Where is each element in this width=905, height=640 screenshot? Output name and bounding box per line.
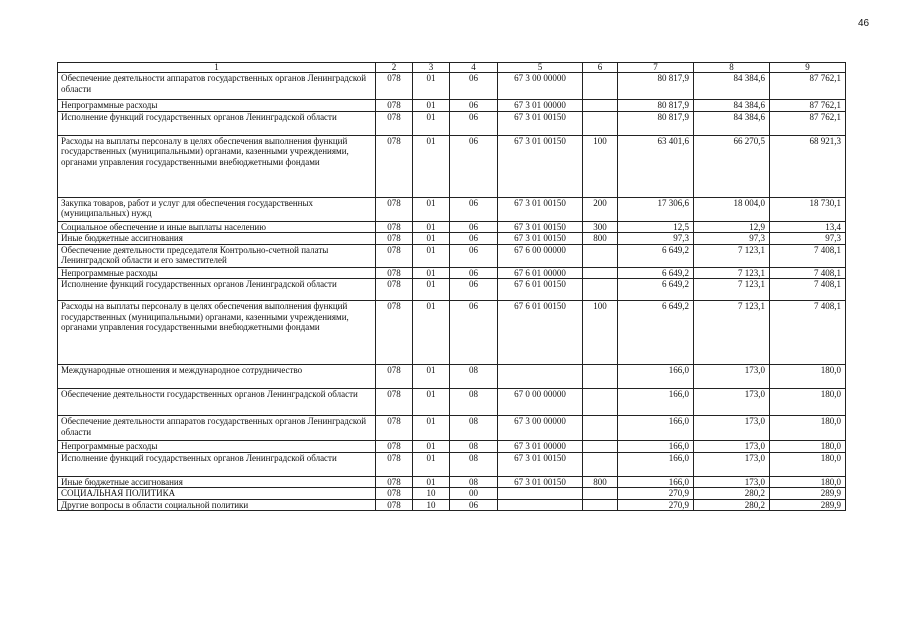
row-name-cell: Иные бюджетные ассигнования xyxy=(58,233,376,245)
column-header-1: 1 xyxy=(58,63,376,73)
header-row xyxy=(58,63,846,73)
cell-col-6: 100 xyxy=(583,301,618,365)
cell-col-6 xyxy=(583,416,618,441)
cell-col-3: 10 xyxy=(413,488,450,500)
cell-col-8: 12,9 xyxy=(694,221,770,233)
cell-col-9: 97,3 xyxy=(770,233,846,245)
cell-col-4: 06 xyxy=(450,135,498,197)
cell-col-5: 67 3 01 00150 xyxy=(498,135,583,197)
cell-col-3: 01 xyxy=(413,197,450,221)
cell-col-6 xyxy=(583,73,618,100)
cell-col-6: 200 xyxy=(583,197,618,221)
cell-col-2: 078 xyxy=(376,267,413,279)
row-name-cell: Социальное обеспечение и иные выплаты населению xyxy=(58,221,376,233)
row-name-cell: Другие вопросы в области социальной политики xyxy=(58,499,376,511)
cell-col-6 xyxy=(583,100,618,112)
table-row xyxy=(58,135,846,197)
cell-col-8: 7 123,1 xyxy=(694,267,770,279)
cell-col-6: 800 xyxy=(583,476,618,488)
row-name-cell: Обеспечение деятельности аппаратов государственных органов Ленинградской области xyxy=(58,73,376,100)
cell-col-9: 87 762,1 xyxy=(770,73,846,100)
table-row xyxy=(58,267,846,279)
table-row xyxy=(58,197,846,221)
cell-col-7: 80 817,9 xyxy=(618,111,694,135)
cell-col-5: 67 3 01 00000 xyxy=(498,441,583,453)
cell-col-7: 166,0 xyxy=(618,441,694,453)
cell-col-9: 180,0 xyxy=(770,476,846,488)
table-header xyxy=(58,63,846,73)
cell-col-2: 078 xyxy=(376,100,413,112)
cell-col-7: 6 649,2 xyxy=(618,267,694,279)
cell-col-9: 289,9 xyxy=(770,488,846,500)
cell-col-8: 18 004,0 xyxy=(694,197,770,221)
cell-col-8: 7 123,1 xyxy=(694,244,770,267)
cell-col-4: 06 xyxy=(450,100,498,112)
cell-col-8: 173,0 xyxy=(694,365,770,389)
cell-col-2: 078 xyxy=(376,499,413,511)
cell-col-4: 06 xyxy=(450,267,498,279)
row-name-cell: Исполнение функций государственных органов Ленинградской области xyxy=(58,452,376,476)
column-header-9: 9 xyxy=(770,63,846,73)
cell-col-8: 84 384,6 xyxy=(694,111,770,135)
cell-col-8: 84 384,6 xyxy=(694,100,770,112)
cell-col-6 xyxy=(583,441,618,453)
row-name-cell: Непрограммные расходы xyxy=(58,100,376,112)
column-header-2: 2 xyxy=(376,63,413,73)
cell-col-5: 67 3 01 00000 xyxy=(498,100,583,112)
cell-col-7: 270,9 xyxy=(618,488,694,500)
cell-col-3: 01 xyxy=(413,279,450,301)
table-row xyxy=(58,221,846,233)
cell-col-2: 078 xyxy=(376,452,413,476)
cell-col-5: 67 3 01 00150 xyxy=(498,476,583,488)
cell-col-2: 078 xyxy=(376,221,413,233)
cell-col-7: 6 649,2 xyxy=(618,279,694,301)
table-row xyxy=(58,389,846,416)
cell-col-9: 18 730,1 xyxy=(770,197,846,221)
cell-col-4: 06 xyxy=(450,279,498,301)
cell-col-9: 7 408,1 xyxy=(770,301,846,365)
table-row xyxy=(58,111,846,135)
table-row xyxy=(58,73,846,100)
column-header-7: 7 xyxy=(618,63,694,73)
cell-col-8: 173,0 xyxy=(694,389,770,416)
cell-col-6 xyxy=(583,111,618,135)
cell-col-2: 078 xyxy=(376,244,413,267)
cell-col-4: 06 xyxy=(450,111,498,135)
cell-col-7: 6 649,2 xyxy=(618,244,694,267)
cell-col-4: 06 xyxy=(450,73,498,100)
cell-col-7: 166,0 xyxy=(618,476,694,488)
row-name-cell: Обеспечение деятельности председателя Контрольно-счетной палаты Ленинградской области и его заместителей xyxy=(58,244,376,267)
cell-col-5 xyxy=(498,499,583,511)
cell-col-6: 100 xyxy=(583,135,618,197)
cell-col-2: 078 xyxy=(376,111,413,135)
cell-col-3: 01 xyxy=(413,452,450,476)
cell-col-5: 67 3 01 00150 xyxy=(498,233,583,245)
cell-col-5: 67 6 01 00000 xyxy=(498,267,583,279)
cell-col-5: 67 3 00 00000 xyxy=(498,416,583,441)
cell-col-4: 06 xyxy=(450,244,498,267)
cell-col-7: 63 401,6 xyxy=(618,135,694,197)
row-name-cell: Непрограммные расходы xyxy=(58,267,376,279)
cell-col-2: 078 xyxy=(376,135,413,197)
cell-col-4: 08 xyxy=(450,416,498,441)
cell-col-3: 01 xyxy=(413,389,450,416)
cell-col-8: 97,3 xyxy=(694,233,770,245)
row-name-cell: Международные отношения и международное сотрудничество xyxy=(58,365,376,389)
cell-col-6 xyxy=(583,244,618,267)
cell-col-7: 166,0 xyxy=(618,416,694,441)
cell-col-7: 166,0 xyxy=(618,452,694,476)
cell-col-9: 7 408,1 xyxy=(770,244,846,267)
cell-col-5: 67 3 01 00150 xyxy=(498,221,583,233)
column-header-3: 3 xyxy=(413,63,450,73)
cell-col-7: 166,0 xyxy=(618,365,694,389)
row-name-cell: Исполнение функций государственных органов Ленинградской области xyxy=(58,111,376,135)
cell-col-9: 7 408,1 xyxy=(770,267,846,279)
cell-col-6: 800 xyxy=(583,233,618,245)
cell-col-4: 00 xyxy=(450,488,498,500)
cell-col-6 xyxy=(583,389,618,416)
column-header-6: 6 xyxy=(583,63,618,73)
cell-col-3: 01 xyxy=(413,267,450,279)
cell-col-9: 87 762,1 xyxy=(770,100,846,112)
cell-col-5: 67 0 00 00000 xyxy=(498,389,583,416)
table-row xyxy=(58,488,846,500)
cell-col-3: 01 xyxy=(413,135,450,197)
cell-col-9: 13,4 xyxy=(770,221,846,233)
cell-col-9: 180,0 xyxy=(770,389,846,416)
row-name-cell: Закупка товаров, работ и услуг для обеспечения государственных (муниципальных) нужд xyxy=(58,197,376,221)
row-name-cell: Непрограммные расходы xyxy=(58,441,376,453)
cell-col-4: 06 xyxy=(450,233,498,245)
cell-col-9: 180,0 xyxy=(770,365,846,389)
cell-col-3: 01 xyxy=(413,111,450,135)
cell-col-3: 01 xyxy=(413,73,450,100)
cell-col-5: 67 3 01 00150 xyxy=(498,111,583,135)
cell-col-7: 80 817,9 xyxy=(618,73,694,100)
cell-col-4: 08 xyxy=(450,441,498,453)
cell-col-4: 06 xyxy=(450,499,498,511)
cell-col-7: 80 817,9 xyxy=(618,100,694,112)
cell-col-3: 01 xyxy=(413,416,450,441)
row-name-cell: Расходы на выплаты персоналу в целях обеспечения выполнения функций государственных (муниципальными) органами, казенными учреждениями, органами управления государственными внебюджетными фондами xyxy=(58,301,376,365)
row-name-cell: Обеспечение деятельности государственных органов Ленинградской области xyxy=(58,389,376,416)
row-name-cell: Расходы на выплаты персоналу в целях обеспечения выполнения функций государственных (муниципальными) органами, казенными учреждениями, органами управления государственными внебюджетными фондами xyxy=(58,135,376,197)
cell-col-6 xyxy=(583,488,618,500)
row-name-cell: СОЦИАЛЬНАЯ ПОЛИТИКА xyxy=(58,488,376,500)
cell-col-4: 08 xyxy=(450,452,498,476)
cell-col-8: 280,2 xyxy=(694,499,770,511)
cell-col-5: 67 3 01 00150 xyxy=(498,197,583,221)
cell-col-5: 67 3 00 00000 xyxy=(498,73,583,100)
table-row xyxy=(58,499,846,511)
column-header-4: 4 xyxy=(450,63,498,73)
row-name-cell: Исполнение функций государственных органов Ленинградской области xyxy=(58,279,376,301)
cell-col-5: 67 6 00 00000 xyxy=(498,244,583,267)
cell-col-2: 078 xyxy=(376,365,413,389)
cell-col-7: 6 649,2 xyxy=(618,301,694,365)
table-row xyxy=(58,301,846,365)
cell-col-8: 173,0 xyxy=(694,416,770,441)
table-row xyxy=(58,476,846,488)
row-name-cell: Обеспечение деятельности аппаратов государственных органов Ленинградской области xyxy=(58,416,376,441)
cell-col-8: 173,0 xyxy=(694,441,770,453)
table-row xyxy=(58,233,846,245)
cell-col-6 xyxy=(583,452,618,476)
cell-col-9: 180,0 xyxy=(770,452,846,476)
cell-col-2: 078 xyxy=(376,476,413,488)
cell-col-9: 180,0 xyxy=(770,416,846,441)
table-row xyxy=(58,441,846,453)
cell-col-4: 08 xyxy=(450,476,498,488)
cell-col-2: 078 xyxy=(376,441,413,453)
cell-col-6 xyxy=(583,365,618,389)
cell-col-3: 10 xyxy=(413,499,450,511)
cell-col-7: 270,9 xyxy=(618,499,694,511)
table-row xyxy=(58,100,846,112)
cell-col-7: 17 306,6 xyxy=(618,197,694,221)
cell-col-3: 01 xyxy=(413,476,450,488)
cell-col-2: 078 xyxy=(376,301,413,365)
cell-col-9: 87 762,1 xyxy=(770,111,846,135)
cell-col-3: 01 xyxy=(413,233,450,245)
cell-col-5 xyxy=(498,365,583,389)
cell-col-3: 01 xyxy=(413,244,450,267)
cell-col-3: 01 xyxy=(413,441,450,453)
budget-table xyxy=(57,62,846,511)
cell-col-2: 078 xyxy=(376,389,413,416)
cell-col-6 xyxy=(583,279,618,301)
table-row xyxy=(58,365,846,389)
cell-col-8: 173,0 xyxy=(694,476,770,488)
cell-col-8: 84 384,6 xyxy=(694,73,770,100)
cell-col-9: 7 408,1 xyxy=(770,279,846,301)
column-header-8: 8 xyxy=(694,63,770,73)
cell-col-2: 078 xyxy=(376,233,413,245)
cell-col-5: 67 6 01 00150 xyxy=(498,301,583,365)
cell-col-3: 01 xyxy=(413,100,450,112)
cell-col-6 xyxy=(583,499,618,511)
cell-col-7: 166,0 xyxy=(618,389,694,416)
cell-col-5 xyxy=(498,488,583,500)
cell-col-4: 06 xyxy=(450,221,498,233)
table-body xyxy=(58,73,846,511)
cell-col-3: 01 xyxy=(413,365,450,389)
cell-col-8: 280,2 xyxy=(694,488,770,500)
cell-col-8: 7 123,1 xyxy=(694,301,770,365)
cell-col-9: 68 921,3 xyxy=(770,135,846,197)
cell-col-3: 01 xyxy=(413,221,450,233)
cell-col-9: 289,9 xyxy=(770,499,846,511)
cell-col-6: 300 xyxy=(583,221,618,233)
cell-col-4: 06 xyxy=(450,197,498,221)
table-row xyxy=(58,244,846,267)
cell-col-8: 173,0 xyxy=(694,452,770,476)
column-header-5: 5 xyxy=(498,63,583,73)
table-row xyxy=(58,416,846,441)
table-row xyxy=(58,279,846,301)
cell-col-7: 12,5 xyxy=(618,221,694,233)
cell-col-6 xyxy=(583,267,618,279)
cell-col-8: 7 123,1 xyxy=(694,279,770,301)
cell-col-2: 078 xyxy=(376,279,413,301)
cell-col-2: 078 xyxy=(376,416,413,441)
table-row xyxy=(58,452,846,476)
cell-col-4: 08 xyxy=(450,365,498,389)
cell-col-3: 01 xyxy=(413,301,450,365)
page-number: 46 xyxy=(858,18,870,29)
cell-col-2: 078 xyxy=(376,488,413,500)
cell-col-4: 08 xyxy=(450,389,498,416)
cell-col-7: 97,3 xyxy=(618,233,694,245)
cell-col-2: 078 xyxy=(376,73,413,100)
cell-col-8: 66 270,5 xyxy=(694,135,770,197)
cell-col-9: 180,0 xyxy=(770,441,846,453)
cell-col-4: 06 xyxy=(450,301,498,365)
row-name-cell: Иные бюджетные ассигнования xyxy=(58,476,376,488)
cell-col-5: 67 6 01 00150 xyxy=(498,279,583,301)
cell-col-2: 078 xyxy=(376,197,413,221)
cell-col-5: 67 3 01 00150 xyxy=(498,452,583,476)
